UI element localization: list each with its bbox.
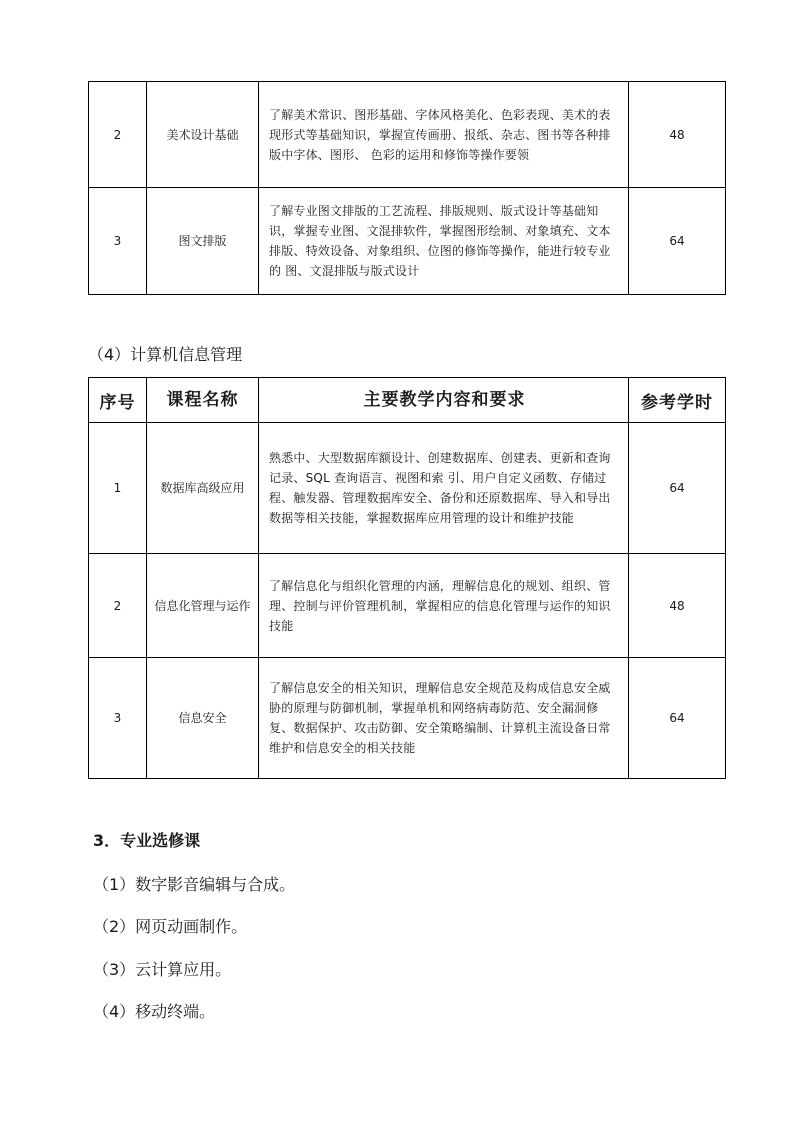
course-hours: 64 xyxy=(629,658,726,779)
elective-item: （4）移动终端。 xyxy=(93,1002,216,1021)
section-heading-info-management: （4）计算机信息管理 xyxy=(88,345,243,364)
course-hours: 48 xyxy=(629,554,726,658)
course-hours: 48 xyxy=(629,82,726,188)
section-heading-electives: 3．专业选修课 xyxy=(93,831,201,850)
table-row xyxy=(89,554,726,658)
course-name: 数据库高级应用 xyxy=(147,423,259,554)
course-description: 了解信息安全的相关知识，理解信息安全规范及构成信息安全威胁的原理与防御机制，掌握单机和网络病毒防范、安全漏洞修复、数据保护、攻击防御、安全策略编制、计算机主流设备日常维护和信息安全的相关技能 xyxy=(259,658,629,779)
header-hours: 参考学时 xyxy=(629,378,726,423)
table-header-row xyxy=(89,378,726,423)
elective-item: （1）数字影音编辑与合成。 xyxy=(93,875,296,894)
course-name: 美术设计基础 xyxy=(147,82,259,188)
row-number: 2 xyxy=(89,82,147,188)
course-table-continued xyxy=(88,81,726,295)
course-hours: 64 xyxy=(629,188,726,295)
row-number: 1 xyxy=(89,423,147,554)
table-row xyxy=(89,188,726,295)
course-description: 了解专业图文排版的工艺流程、排版规则、版式设计等基础知识，掌握专业图、文混排软件，掌握图形绘制、对象填充、文本排版、特效设备、对象组织、位图的修饰等操作，能进行较专业的 图、文混排版与版式设计 xyxy=(259,188,629,295)
header-course-name: 课程名称 xyxy=(147,378,259,423)
course-name: 信息化管理与运作 xyxy=(147,554,259,658)
course-description: 了解信息化与组织化管理的内涵，理解信息化的规划、组织、管理、控制与评价管理机制，掌握相应的信息化管理与运作的知识技能 xyxy=(259,554,629,658)
header-number: 序号 xyxy=(89,378,147,423)
table-row xyxy=(89,423,726,554)
course-name: 图文排版 xyxy=(147,188,259,295)
header-description: 主要教学内容和要求 xyxy=(259,378,629,423)
table-row xyxy=(89,82,726,188)
course-description: 熟悉中、大型数据库额设计、创建数据库、创建表、更新和查询记录、SQL 查询语言、视图和索 引、用户自定义函数、存储过程、触发器、管理数据库安全、备份和还原数据库、导入和导出数据等相关技能，掌握数据库应用管理的设计和维护技能 xyxy=(259,423,629,554)
course-table-info-management xyxy=(88,377,726,779)
row-number: 3 xyxy=(89,658,147,779)
table-row xyxy=(89,658,726,779)
row-number: 3 xyxy=(89,188,147,295)
elective-item: （2）网页动画制作。 xyxy=(93,917,248,936)
row-number: 2 xyxy=(89,554,147,658)
course-name: 信息安全 xyxy=(147,658,259,779)
course-description: 了解美术常识、图形基础、字体风格美化、色彩表现、美术的表现形式等基础知识，掌握宣传画册、报纸、杂志、图书等各种排版中字体、图形、 色彩的运用和修饰等操作要领 xyxy=(259,82,629,188)
elective-item: （3）云计算应用。 xyxy=(93,960,232,979)
course-hours: 64 xyxy=(629,423,726,554)
